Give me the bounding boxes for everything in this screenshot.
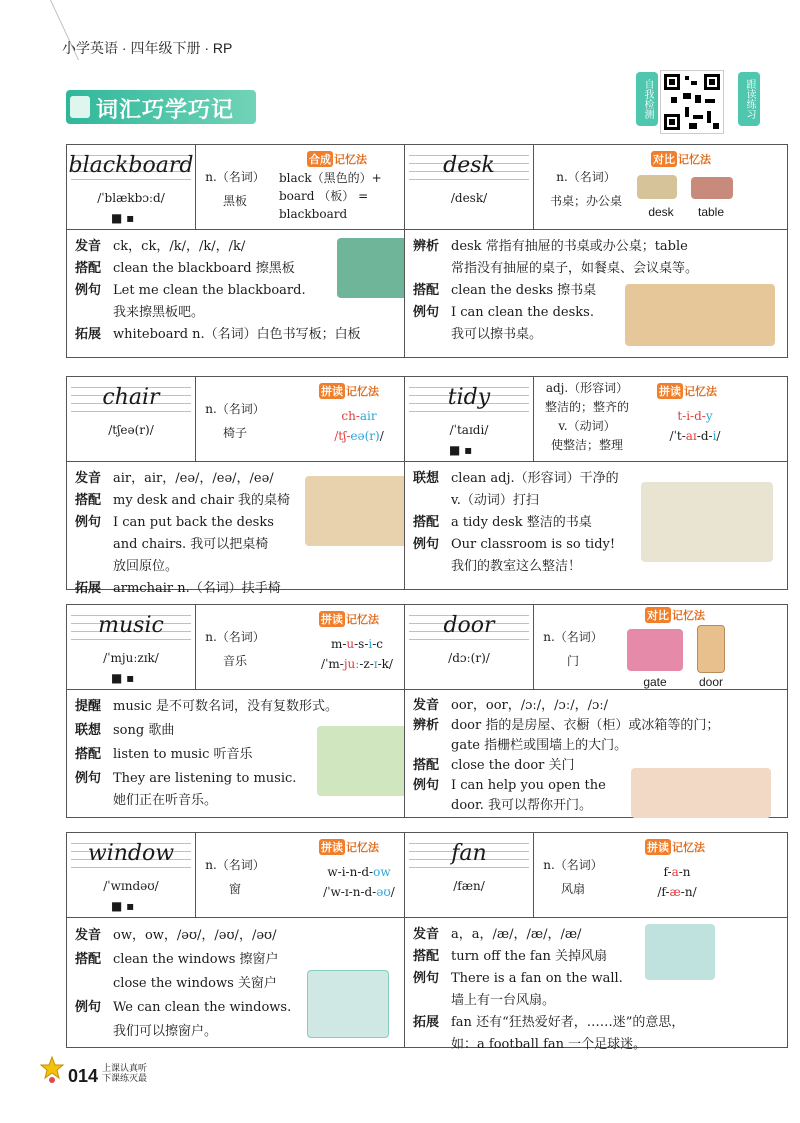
memory-method-label: 对比 记忆法 — [653, 153, 711, 166]
phonetic: /ˈmjuːzɪk/ — [103, 651, 159, 665]
part-of-speech: n.（名词） — [205, 858, 265, 872]
definition — [543, 165, 629, 213]
stress-mark: ■ ▪ — [111, 899, 135, 913]
part-of-speech: n.（名词） — [543, 630, 603, 644]
word: blackboard — [68, 153, 194, 178]
word: fan — [451, 841, 487, 866]
card-tidy: tidy /ˈtaɪdi/ ■ ▪ adj.（形容词） 整洁的；整齐的 v.（动词） 使整洁；整理 拼读 记忆法 t-i-d-y /ˈt-aɪ-d-i/ 联想 clean adj.（形容词）干净的 v.（动词）打扫 搭配 a tidy desk 整洁的书桌 例句 Our classroom is so tidy! 我们的教室这么整洁！ — [404, 376, 788, 590]
card-music: music /ˈmjuːzɪk/ ■ ▪ n.（名词） 音乐 拼读 记忆法 m-u-s-i-c /ˈm-juː-z-ɪ-k/ 提醒 music 是不可数名词，没有复数形式。 联想 song 歌曲 搭配 listen to music 听音乐 例句 They are listening to music. 她们正在听音乐。 — [66, 604, 450, 818]
card-fan: fan /fæn/ n.（名词） 风扇 拼读 记忆法 f-a-n /f-æ-n/ 发音 a，a，/æ/，/æ/，/æ/ 搭配 turn off the fan 关掉风扇 例句 There is a fan on the wall. 墙上有一台风扇。 拓展 fan 还有“狂热爱好者，……迷”的意思， 如：a football fan 一个足球迷。 — [404, 832, 788, 1048]
phonetic: /fæn/ — [453, 879, 485, 893]
card-body: 发音 ck，ck，/k/，/k/，/k/ 搭配 clean the blackboard 擦黑板 例句 Let me clean the blackboard. 我来擦黑板吧。 拓展 whiteboard n.（名词）白色书写板；白板 — [67, 230, 449, 352]
memory-method-label: 拼读 记忆法 — [321, 613, 379, 626]
meaning: 风扇 — [560, 882, 585, 896]
memory-phonetic: /ˈt-aɪ-d-i/ — [669, 429, 721, 443]
word: tidy — [447, 385, 491, 410]
word: desk — [443, 153, 495, 178]
img-label-gate: gate — [643, 675, 667, 689]
phonetic: /tʃeə(r)/ — [108, 423, 154, 437]
meaning: 椅子 — [222, 426, 247, 440]
memory-phonetic: /tʃ-eə(r)/ — [334, 429, 384, 443]
word-box — [67, 145, 196, 229]
img-label-door: door — [698, 675, 724, 689]
word: music — [98, 613, 164, 638]
memory-method-label: 对比 记忆法 — [647, 609, 705, 622]
part-of-speech: n.（名词） — [205, 170, 265, 184]
memory-split: w-i-n-d-ow — [327, 865, 391, 879]
card-door: door /dɔː(r)/ n.（名词） 门 对比 记忆法 gate door 发音 oor，oor，/ɔː/，/ɔː/，/ɔː/ 辨析 door 指的是房屋、衣橱（柜）或冰箱等的门； gate 指栅栏或围墙上的大门。 搭配 close the door 关门 例句 I can help you open the door. 我可以帮你开门。 — [404, 604, 788, 818]
star-mascot-icon — [40, 1056, 64, 1084]
self-check-badge[interactable]: 自我检测 — [636, 72, 658, 126]
memory-method-label: 拼读 记忆法 — [659, 385, 717, 398]
gate-illustration — [627, 629, 683, 671]
door-illustration — [697, 625, 725, 673]
part-of-speech: n.（名词） — [205, 630, 265, 644]
memory-method-label: 拼读 记忆法 — [321, 841, 379, 854]
word: door — [443, 613, 495, 638]
memory-split: f-a-n — [663, 865, 691, 879]
footer-slogan: 上课认真听 下课练灭最 — [102, 1064, 148, 1084]
table-illustration — [691, 177, 733, 199]
meaning: 黑板 — [222, 194, 247, 208]
phonetic: /desk/ — [450, 191, 488, 205]
img-label-desk: desk — [648, 205, 674, 219]
phonetic: /ˈwɪndəʊ/ — [103, 879, 159, 893]
memory-phonetic: /ˈm-juː-z-ɪ-k/ — [321, 657, 393, 671]
section-title-bar — [66, 90, 256, 124]
stress-mark: ■ ▪ — [111, 671, 135, 685]
memory-method-label: 拼读 记忆法 — [647, 841, 705, 854]
img-label-table: table — [697, 205, 725, 219]
stress-mark: ■ ▪ — [111, 211, 135, 225]
memory-method-body: black（黑色的）+ board （板） = blackboard — [279, 171, 382, 221]
definition — [205, 625, 265, 673]
memory-phonetic: /ˈw-ɪ-n-d-əʊ/ — [323, 885, 395, 899]
page-header: 小学英语 · 四年级下册 · RP — [62, 40, 233, 56]
classroom-desks-illustration — [625, 284, 775, 346]
definition: adj.（形容词） 整洁的；整齐的 v.（动词） 使整洁；整理 — [544, 381, 629, 452]
part-of-speech: n.（名词） — [543, 858, 603, 872]
memory-split: ch-air — [341, 409, 377, 423]
stress-mark: ■ ▪ — [449, 443, 473, 457]
card-desk: desk /desk/ n.（名词） 书桌；办公桌 对比 记忆法 desk table 辨析 desk 常指有抽屉的书桌或办公桌；table 常指没有抽屉的桌子，如餐桌、会议桌等。 搭配 clean the desks 擦书桌 例句 I can clean the desks. 我可以擦书桌。 — [404, 144, 788, 358]
follow-reading-badge[interactable]: 跟读练习 — [738, 72, 760, 126]
part-of-speech: n.（名词） — [556, 170, 616, 184]
phonetic: /dɔː(r)/ — [448, 651, 490, 665]
page-number: 014 — [68, 1066, 99, 1086]
memory-split: m-u-s-i-c — [330, 637, 384, 651]
meaning: 窗 — [228, 882, 241, 896]
wall-fan-illustration — [645, 924, 715, 980]
memory-phonetic: /f-æ-n/ — [657, 885, 697, 899]
phonetic: /ˈblækbɔːd/ — [97, 191, 165, 205]
memory-method-label: 合成 记忆法 — [309, 153, 367, 166]
tidy-classroom-illustration — [641, 482, 773, 562]
cleaning-windows-illustration — [307, 970, 389, 1038]
meaning: 音乐 — [222, 654, 247, 668]
listening-music-illustration — [317, 726, 407, 796]
definition — [543, 625, 603, 673]
card-chair: chair /tʃeə(r)/ n.（名词） 椅子 拼读 记忆法 ch-air /tʃ-eə(r)/ 发音 air，air，/eə/，/eə/，/eə/ 搭配 my desk and chair 我的桌椅 例句 I can put back the desks and chairs. 我可以把桌椅 放回原位。 拓展 armchair n.（名词）扶手椅 — [66, 376, 450, 590]
phonetic: /ˈtaɪdi/ — [449, 423, 489, 437]
open-door-illustration — [631, 768, 771, 818]
meaning: 门 — [566, 654, 579, 668]
desk-illustration — [637, 175, 677, 199]
card-window: window /ˈwɪndəʊ/ ■ ▪ n.（名词） 窗 拼读 记忆法 w-i-n-d-ow /ˈw-ɪ-n-d-əʊ/ 发音 ow，ow，/əʊ/，/əʊ/，/əʊ/ 搭配 clean the windows 擦窗户 close the windows 关窗户 例句 We can clean the windows. 我们可以擦窗户。 — [66, 832, 450, 1048]
definition — [205, 853, 265, 901]
word: chair — [102, 385, 160, 410]
memory-split: t-i-d-y — [677, 409, 713, 423]
card-blackboard — [66, 144, 450, 358]
word: window — [87, 841, 175, 866]
part-of-speech: n.（名词） — [205, 402, 265, 416]
definition — [205, 397, 265, 445]
qr-code[interactable] — [660, 70, 724, 134]
memory-method-label: 拼读 记忆法 — [321, 385, 379, 398]
definition — [543, 853, 603, 901]
definition — [205, 165, 265, 213]
book-icon — [70, 96, 90, 118]
meaning: 书桌；办公桌 — [549, 194, 622, 208]
section-title: 词汇巧学巧记 — [96, 98, 235, 123]
